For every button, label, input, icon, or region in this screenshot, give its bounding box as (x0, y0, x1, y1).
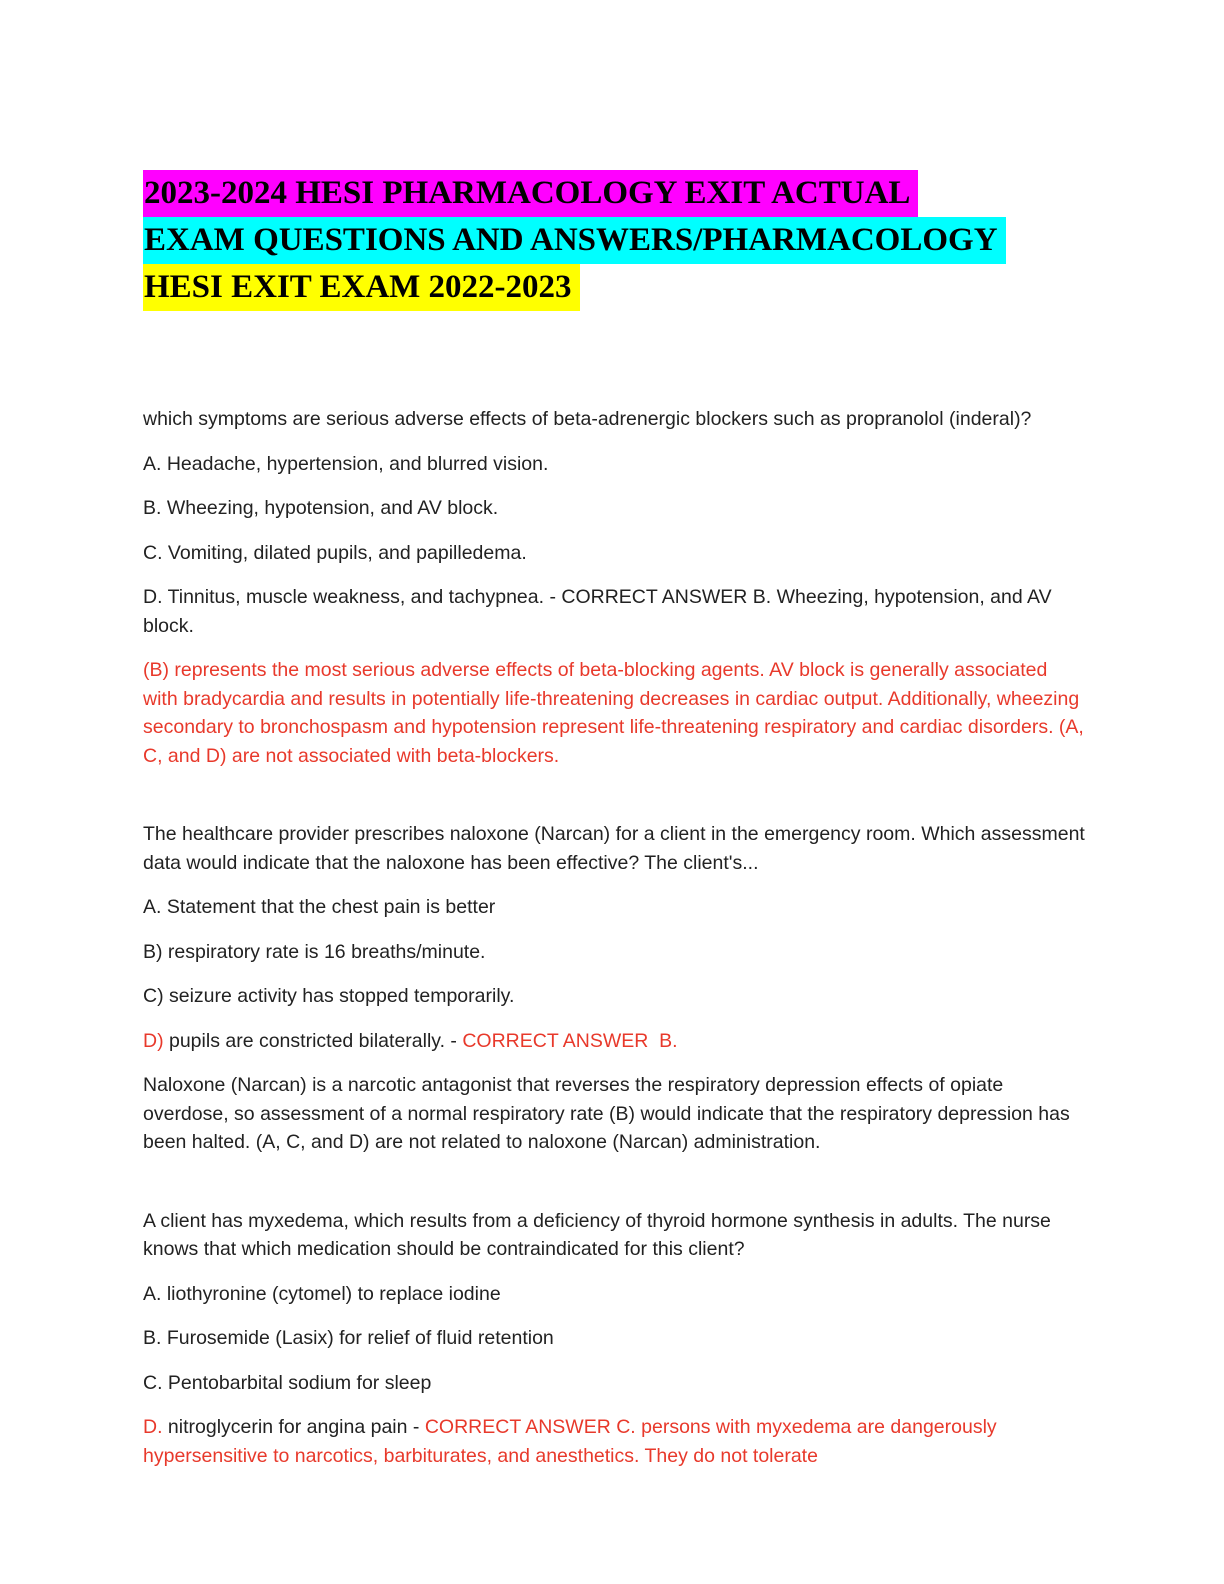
title-line-1 (143, 170, 1085, 217)
text-segment: pupils are constricted bilaterally. - (163, 1029, 463, 1052)
text-segment: C) seizure activity has stopped temporarily. (143, 985, 515, 1007)
text-segment: A. Statement that the chest pain is better (143, 896, 496, 918)
title-line-1-text: 2023-2024 HESI PHARMACOLOGY EXIT ACTUAL (143, 170, 918, 217)
question-3-option-d-and-answer (143, 1413, 1085, 1470)
title-line-3-text: HESI EXIT EXAM 2022-2023 (143, 264, 580, 311)
answer-text-segment: D. (143, 1416, 163, 1438)
question-2-option-b (143, 938, 1085, 967)
answer-text-segment: CORRECT ANSWER C. persons with myxedema are dangerously hypersensitive to narcotics, barbiturates, and anesthetics. They do not tolerate (143, 1416, 1003, 1467)
title-line-3 (143, 264, 1085, 311)
text-segment: The healthcare provider prescribes naloxone (Narcan) for a client in the emergency room. Which assessment data would indicate that the naloxone has been effective? The client's... (143, 823, 1091, 874)
text-segment: nitroglycerin for angina pain - (162, 1416, 425, 1438)
question-3-option-b (143, 1324, 1085, 1353)
text-segment: A. Headache, hypertension, and blurred vision. (143, 452, 549, 475)
question-2-option-d-and-answer (143, 1027, 1085, 1056)
question-2 (143, 820, 1091, 877)
text-segment: C. Vomiting, dilated pupils, and papilledema. (143, 541, 527, 564)
document-body (143, 405, 1091, 1470)
question-1-option-b (143, 494, 1085, 523)
question-1-option-a (143, 450, 1085, 479)
question-1-option-c (143, 539, 1085, 568)
answer-text-segment: CORRECT ANSWER B. (462, 1029, 678, 1052)
answer-text-segment: D) (143, 1029, 164, 1052)
text-segment: B) respiratory rate is 16 breaths/minute. (143, 940, 486, 963)
question-3-option-c (143, 1369, 1085, 1398)
document-title (143, 170, 1085, 311)
text-segment: D. Tinnitus, muscle weakness, and tachypnea. - CORRECT ANSWER B. Wheezing, hypotension, and AV block. (143, 586, 1058, 637)
text-segment: which symptoms are serious adverse effects of beta-adrenergic blockers such as propranolol (inderal)? (143, 408, 1032, 430)
question-2-option-a (143, 893, 1085, 922)
question-2-rationale (143, 1071, 1085, 1157)
title-line-2 (143, 217, 1085, 264)
question-1-option-d-and-answer (143, 583, 1085, 640)
question-2-option-c (143, 982, 1085, 1011)
question-1-rationale (143, 656, 1090, 770)
text-segment: A client has myxedema, which results from a deficiency of thyroid hormone synthesis in adults. The nurse knows that which medication should be contraindicated for this client? (143, 1209, 1057, 1260)
question-1 (143, 405, 1085, 434)
text-segment: Naloxone (Narcan) is a narcotic antagonist that reverses the respiratory depression effects of opiate overdose, so assessment of a normal respiratory rate (B) would indicate that the respiratory depression has been halted. (A, C, and D) are not related to naloxone (Narcan) administration. (143, 1074, 1076, 1153)
text-segment: C. Pentobarbital sodium for sleep (143, 1371, 432, 1394)
text-segment: B. Furosemide (Lasix) for relief of fluid retention (143, 1327, 554, 1349)
text-segment: A. liothyronine (cytomel) to replace iodine (143, 1282, 501, 1305)
title-line-2-text: EXAM QUESTIONS AND ANSWERS/PHARMACOLOGY (143, 217, 1006, 264)
text-segment: B. Wheezing, hypotension, and AV block. (143, 497, 499, 519)
question-3 (143, 1207, 1085, 1264)
answer-text-segment: (B) represents the most serious adverse effects of beta-blocking agents. AV block is generally associated with bradycardia and results in potentially life-threatening decreases in cardiac output. Additionally, wheezing secondary to bronchospasm and hypotension represent life-threatening respiratory and cardiac disorders. (A, C, and D) are not associated with beta-blockers. (143, 659, 1090, 767)
question-3-option-a (143, 1280, 1085, 1309)
